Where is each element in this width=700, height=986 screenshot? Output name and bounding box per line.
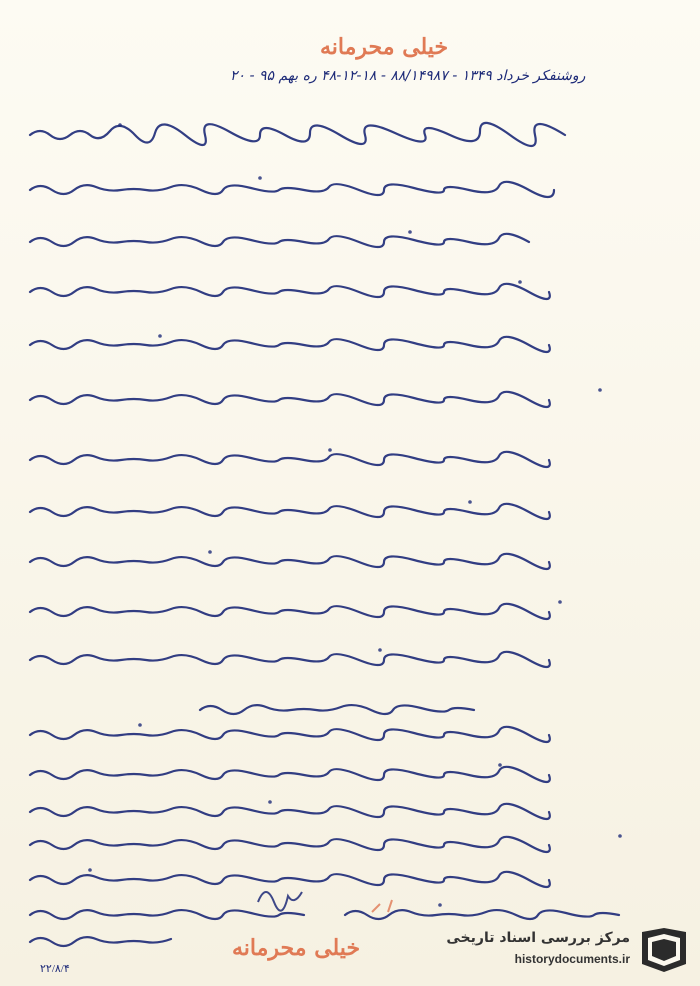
watermark <box>426 922 694 978</box>
top-stamp: خیلی محرمانه <box>320 34 449 60</box>
corner-number: ۲۲/۸/۴ <box>40 963 70 975</box>
archive-logo-icon <box>638 924 690 976</box>
bottom-stamp: خیلی محرمانه <box>232 935 361 961</box>
document-header: روشنفکر خرداد ۱۳۴۹ - ۸۸/۱۴۹۸۷ - ۱۸-۱۲-۴۸ ر‌ه بهم ۹۵ - ۲۰ <box>230 68 586 84</box>
watermark-title: مرکز بررسی اسناد تاریخی <box>446 930 630 946</box>
watermark-url: historydocuments.ir <box>514 952 630 966</box>
